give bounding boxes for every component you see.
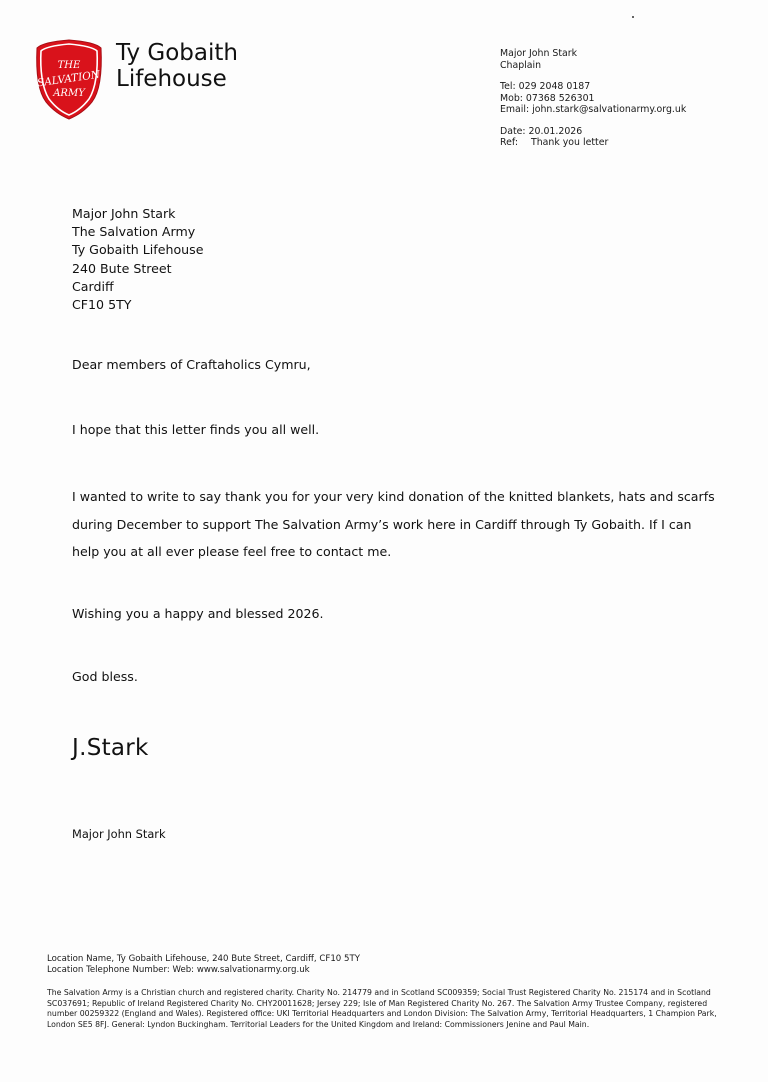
salutation: Dear members of Craftaholics Cymru,	[72, 357, 311, 372]
location-brand	[116, 40, 238, 92]
closing: God bless.	[72, 669, 138, 684]
contact-date: Date: 20.01.2026	[500, 125, 583, 137]
contact-email: Email: john.stark@salvationarmy.org.uk	[500, 104, 687, 115]
address-line: The Salvation Army	[72, 224, 196, 240]
paragraph-line: help you at all ever please feel free to contact me.	[72, 544, 392, 559]
recipient-address	[72, 205, 203, 314]
sender-contact-block	[500, 48, 686, 149]
contact-mob: Mob: 07368 526301	[500, 92, 595, 104]
signatory-name: Major John Stark	[72, 827, 166, 841]
footer-legal-notice: The Salvation Army is a Christian church and registered charity. Charity No. 214779 and in Scotland SC009359; Social Trust Registered Charity No. 215174 and in Scotland SC037691; Republic of Ireland Registered Charity No. CHY20011628; Jersey 229; Isle of Man Registered Charity No. 267. The Salvation Army Trustee Company, registered number 00259322 (England and Wales). Registered office: UKI Territorial Headquarters and London Division: The Salvation Army, Territorial Headquarters, 1 Champion Park, London SE5 8FJ. General: Lyndon Buckingham. Territorial Leaders for the United Kingdom and Ireland: Commissioners Jenine and Paul Main.	[47, 988, 717, 1029]
brand-line-2: Lifehouse	[116, 66, 227, 92]
contact-ref	[500, 137, 686, 149]
footer-location	[47, 954, 360, 976]
address-line: CF10 5TY	[72, 297, 132, 313]
wishes-paragraph: Wishing you a happy and blessed 2026.	[72, 606, 324, 621]
footer-phone-web-line: Location Telephone Number: Web: www.salvationarmy.org.uk	[47, 965, 310, 975]
paragraph-line: during December to support The Salvation Army’s work here in Cardiff through Ty Gobaith. If I can	[72, 516, 692, 532]
address-line: 240 Bute Street	[72, 260, 172, 276]
brand-line-1: Ty Gobaith	[116, 40, 238, 66]
thank-you-paragraph	[72, 483, 732, 566]
signature: J.Stark	[72, 735, 149, 761]
contact-tel: Tel: 029 2048 0187	[500, 81, 591, 92]
contact-name: Major John Stark	[500, 48, 578, 59]
address-line: Ty Gobaith Lifehouse	[72, 242, 204, 258]
contact-role: Chaplain	[500, 59, 542, 71]
footer-location-line: Location Name, Ty Gobaith Lifehouse, 240 Bute Street, Cardiff, CF10 5TY	[47, 954, 360, 964]
ref-label: Ref:	[500, 137, 518, 148]
greeting-paragraph: I hope that this letter finds you all well.	[72, 422, 320, 437]
ref-value: Thank you letter	[531, 137, 609, 148]
address-line: Cardiff	[72, 278, 114, 294]
address-line: Major John Stark	[72, 206, 176, 221]
logo-text-army: ARMY	[53, 88, 85, 99]
logo-text-salvation: SALVATION	[36, 68, 101, 90]
logo-text-the: THE	[57, 60, 81, 71]
paragraph-line: I wanted to write to say thank you for your very kind donation of the knitted blankets, hats and scarfs	[72, 489, 715, 504]
salvation-army-shield-logo	[34, 38, 104, 120]
scan-speck	[632, 16, 634, 18]
